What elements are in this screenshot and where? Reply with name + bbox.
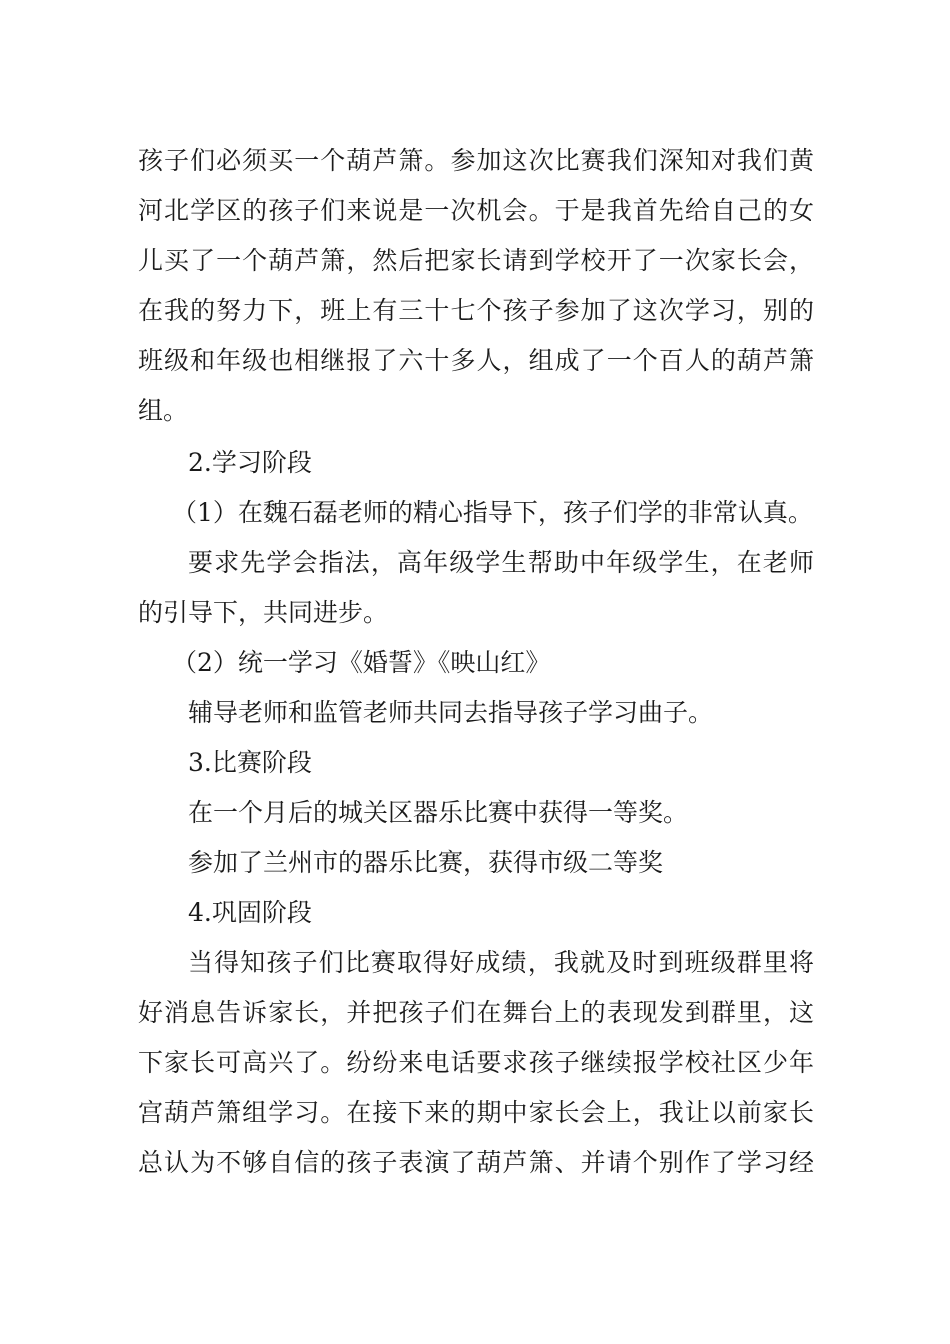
section4-body-line-4: 宫葫芦箫组学习。在接下来的期中家长会上，我让以前家长 — [138, 1098, 814, 1127]
paragraph1-line-2: 河北学区的孩子们来说是一次机会。于是我首先给自己的女 — [138, 196, 814, 225]
section4-body-line-2: 好消息告诉家长，并把孩子们在舞台上的表现发到群里，这 — [138, 998, 814, 1027]
section2-item1-title: （1）在魏石磊老师的精心指导下，孩子们学的非常认真。 — [172, 498, 813, 527]
paragraph1-line-6: 组。 — [138, 396, 189, 425]
section2-item2-body: 辅导老师和监管老师共同去指导孩子学习曲子。 — [188, 698, 714, 727]
section4-body-line-5: 总认为不够自信的孩子表演了葫芦箫、并请个别作了学习经 — [138, 1148, 814, 1177]
paragraph1-line-5: 班级和年级也相继报了六十多人，组成了一个百人的葫芦箫 — [138, 346, 814, 375]
section2-heading: 2.学习阶段 — [188, 448, 312, 477]
section2-item1-body-line-2: 的引导下，共同进步。 — [138, 598, 389, 627]
section2-item1-body-line-1: 要求先学会指法，高年级学生帮助中年级学生，在老师 — [188, 548, 814, 577]
section3-heading: 3.比赛阶段 — [188, 748, 312, 777]
section4-heading: 4.巩固阶段 — [188, 898, 312, 927]
section2-item2-title: （2）统一学习《婚誓》《映山红》 — [172, 648, 551, 677]
section4-body-line-1: 当得知孩子们比赛取得好成绩，我就及时到班级群里将 — [188, 948, 814, 977]
section4-body-line-3: 下家长可高兴了。纷纷来电话要求孩子继续报学校社区少年 — [138, 1048, 814, 1077]
paragraph1-line-4: 在我的努力下，班上有三十七个孩子参加了这次学习，别的 — [138, 296, 814, 325]
section3-line-2: 参加了兰州市的器乐比赛，获得市级二等奖 — [188, 848, 664, 877]
paragraph1-line-1: 孩子们必须买一个葫芦箫。参加这次比赛我们深知对我们黄 — [138, 146, 814, 175]
paragraph1-line-3: 儿买了一个葫芦箫，然后把家长请到学校开了一次家长会， — [138, 246, 814, 275]
section3-line-1: 在一个月后的城关区器乐比赛中获得一等奖。 — [188, 798, 689, 827]
